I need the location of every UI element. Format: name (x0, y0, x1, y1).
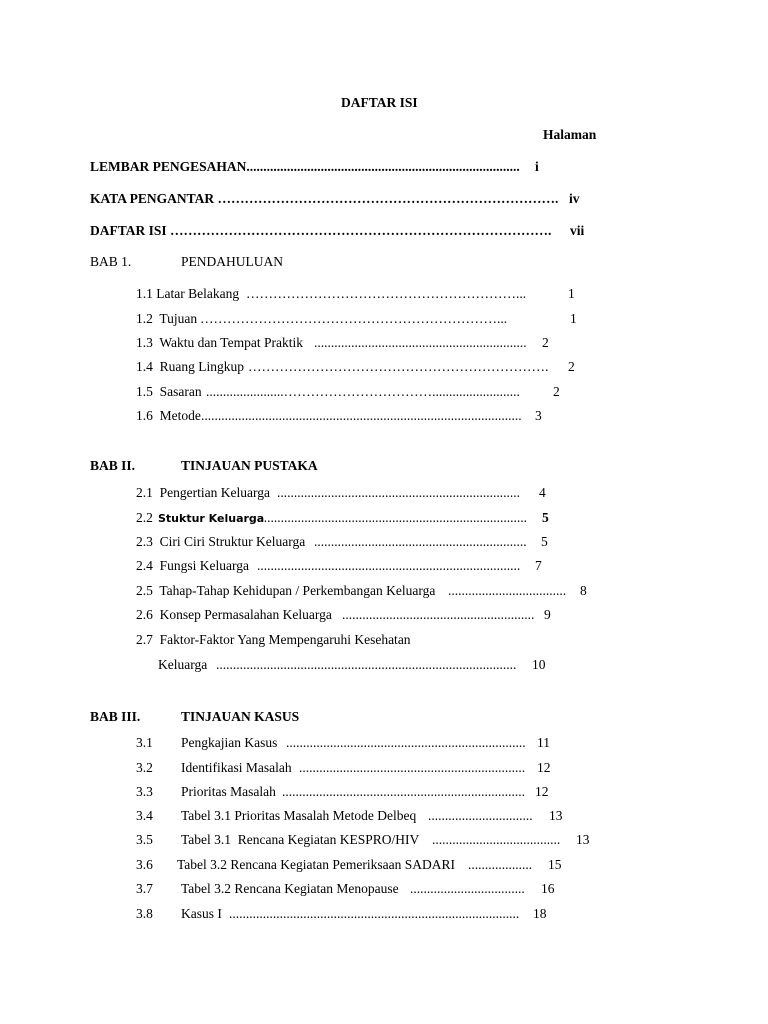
toc-item-number: 3.7 (136, 881, 153, 896)
toc-dot-leader: ................... (468, 857, 533, 872)
toc-dot-leader: ................................... (448, 583, 567, 598)
toc-page-number: 4 (539, 485, 546, 500)
toc-page-number: vii (570, 223, 585, 238)
chapter-title[interactable]: PENDAHULUAN (181, 254, 283, 269)
toc-page-number: 8 (580, 583, 587, 598)
chapter-number: BAB 1. (90, 254, 132, 269)
toc-item-label[interactable]: 2.5 Tahap-Tahap Kehidupan / Perkembangan Keluarga (136, 583, 436, 598)
toc-dot-leader: .................................. (410, 881, 525, 896)
toc-page-number: i (535, 159, 539, 174)
toc-item-label[interactable]: 2.3 Ciri Ciri Struktur Keluarga (136, 534, 306, 549)
toc-page-number: 16 (541, 881, 555, 896)
toc-dot-leader: ............................... (428, 808, 533, 823)
toc-dot-leader: ............................................................................................... (201, 408, 522, 423)
toc-item-label[interactable]: Tabel 3.1 Rencana Kegiatan KESPRO/HIV (181, 832, 420, 847)
toc-page-number: 10 (532, 657, 546, 672)
chapter-number: BAB II. (90, 458, 136, 473)
toc-item-label[interactable]: Pengkajian Kasus (181, 735, 278, 750)
chapter-title[interactable]: TINJAUAN KASUS (181, 709, 300, 724)
toc-item-label[interactable]: Identifikasi Masalah (181, 760, 292, 775)
toc-page-number: 1 (570, 311, 577, 326)
toc-item-label[interactable]: 2.4 Fungsi Keluarga (136, 558, 249, 573)
toc-page-number: 12 (535, 784, 549, 799)
toc-item-label[interactable]: 1.5 Sasaran (136, 384, 202, 399)
toc-page-number: 3 (535, 408, 542, 423)
toc-dot-leader: ................................................................................ (257, 510, 527, 525)
toc-entry-kata-pengantar[interactable]: KATA PENGANTAR …………………………………………………………………. (90, 191, 559, 206)
toc-item-label-continuation[interactable]: Keluarga (158, 657, 208, 672)
toc-item-label[interactable]: Tabel 3.1 Prioritas Masalah Metode Delbeq (181, 808, 417, 823)
toc-item-number: 3.6 (136, 857, 153, 872)
toc-dot-leader: ...................................... (432, 832, 561, 847)
toc-dot-leader: ……………………………………………………... (246, 286, 527, 301)
page-column-label: Halaman (543, 127, 597, 142)
toc-dot-leader: …………………………………………………………. (248, 359, 549, 374)
toc-dot-leader: …………………………………………………………... (200, 311, 508, 326)
toc-item-number: 3.1 (136, 735, 153, 750)
toc-dot-leader: ....................................................................... (286, 735, 526, 750)
toc-item-label[interactable]: Kasus I (181, 906, 222, 921)
toc-page-number: 7 (535, 558, 542, 573)
chapter-number: BAB III. (90, 709, 141, 724)
toc-page-number: 1 (568, 286, 575, 301)
toc-item-number: 3.4 (136, 808, 153, 823)
toc-page-number: 9 (544, 607, 551, 622)
toc-dot-leader: ......................................................................................... (216, 657, 517, 672)
toc-dot-leader: ........................................................................ (282, 784, 525, 799)
toc-page-number: iv (569, 191, 580, 206)
toc-item-label[interactable]: 1.2 Tujuan (136, 311, 198, 326)
toc-item-label[interactable]: 2.1 Pengertian Keluarga (136, 485, 270, 500)
toc-item-label[interactable]: 1.3 Waktu dan Tempat Praktik (136, 335, 303, 350)
toc-item-number: 3.3 (136, 784, 153, 799)
toc-item-label[interactable]: 1.4 Ruang Lingkup (136, 359, 244, 374)
toc-item-label[interactable]: Prioritas Masalah (181, 784, 276, 799)
toc-item-label[interactable]: 2.7 Faktor-Faktor Yang Mempengaruhi Kesehatan (136, 632, 411, 647)
toc-dot-leader: ................................................................... (299, 760, 526, 775)
toc-dot-leader: ............................................................... (314, 335, 527, 350)
toc-page-number: 2 (542, 335, 549, 350)
toc-item-number: 3.5 (136, 832, 153, 847)
toc-page-number: 18 (533, 906, 547, 921)
toc-dot-leader: ......................................................... (342, 607, 535, 622)
toc-page-number: 11 (537, 735, 550, 750)
toc-dot-leader: ............................................................... (314, 534, 527, 549)
toc-entry-daftar-isi[interactable]: DAFTAR ISI …………………………………………………………………………. (90, 223, 552, 238)
toc-item-label[interactable]: Stuktur Keluarga (158, 512, 265, 525)
toc-dot-leader: ........................................................................ (277, 485, 520, 500)
toc-dot-leader: .............................................................................. (257, 558, 521, 573)
toc-page-number: 2 (568, 359, 575, 374)
toc-item-label[interactable]: 2.6 Konsep Permasalahan Keluarga (136, 607, 332, 622)
toc-page-number: 15 (548, 857, 562, 872)
toc-page-number: 5 (542, 510, 549, 525)
toc-page-number: 13 (549, 808, 563, 823)
toc-item-label[interactable]: Tabel 3.2 Rencana Kegiatan Menopause (181, 881, 399, 896)
toc-dot-leader: .......................…………………………….......................... (206, 384, 520, 399)
toc-item-number: 2.2 (136, 510, 157, 525)
toc-item-number: 3.2 (136, 760, 153, 775)
toc-page-number: 5 (541, 534, 548, 549)
toc-page-number: 13 (576, 832, 590, 847)
toc-item-label[interactable]: Tabel 3.2 Rencana Kegiatan Pemeriksaan SADARI (177, 857, 455, 872)
toc-dot-leader: ...................................................................................... (229, 906, 520, 921)
toc-page-number: 2 (553, 384, 560, 399)
toc-item-label[interactable]: 1.6 Metode (136, 408, 201, 423)
toc-entry-lembar-pengesahan[interactable]: LEMBAR PENGESAHAN................................................................................. (90, 159, 520, 174)
toc-item-number: 3.8 (136, 906, 153, 921)
chapter-title[interactable]: TINJAUAN PUSTAKA (181, 458, 318, 473)
toc-page-number: 12 (537, 760, 551, 775)
page-title: DAFTAR ISI (341, 95, 418, 110)
toc-item-label[interactable]: 1.1 Latar Belakang (136, 286, 240, 301)
